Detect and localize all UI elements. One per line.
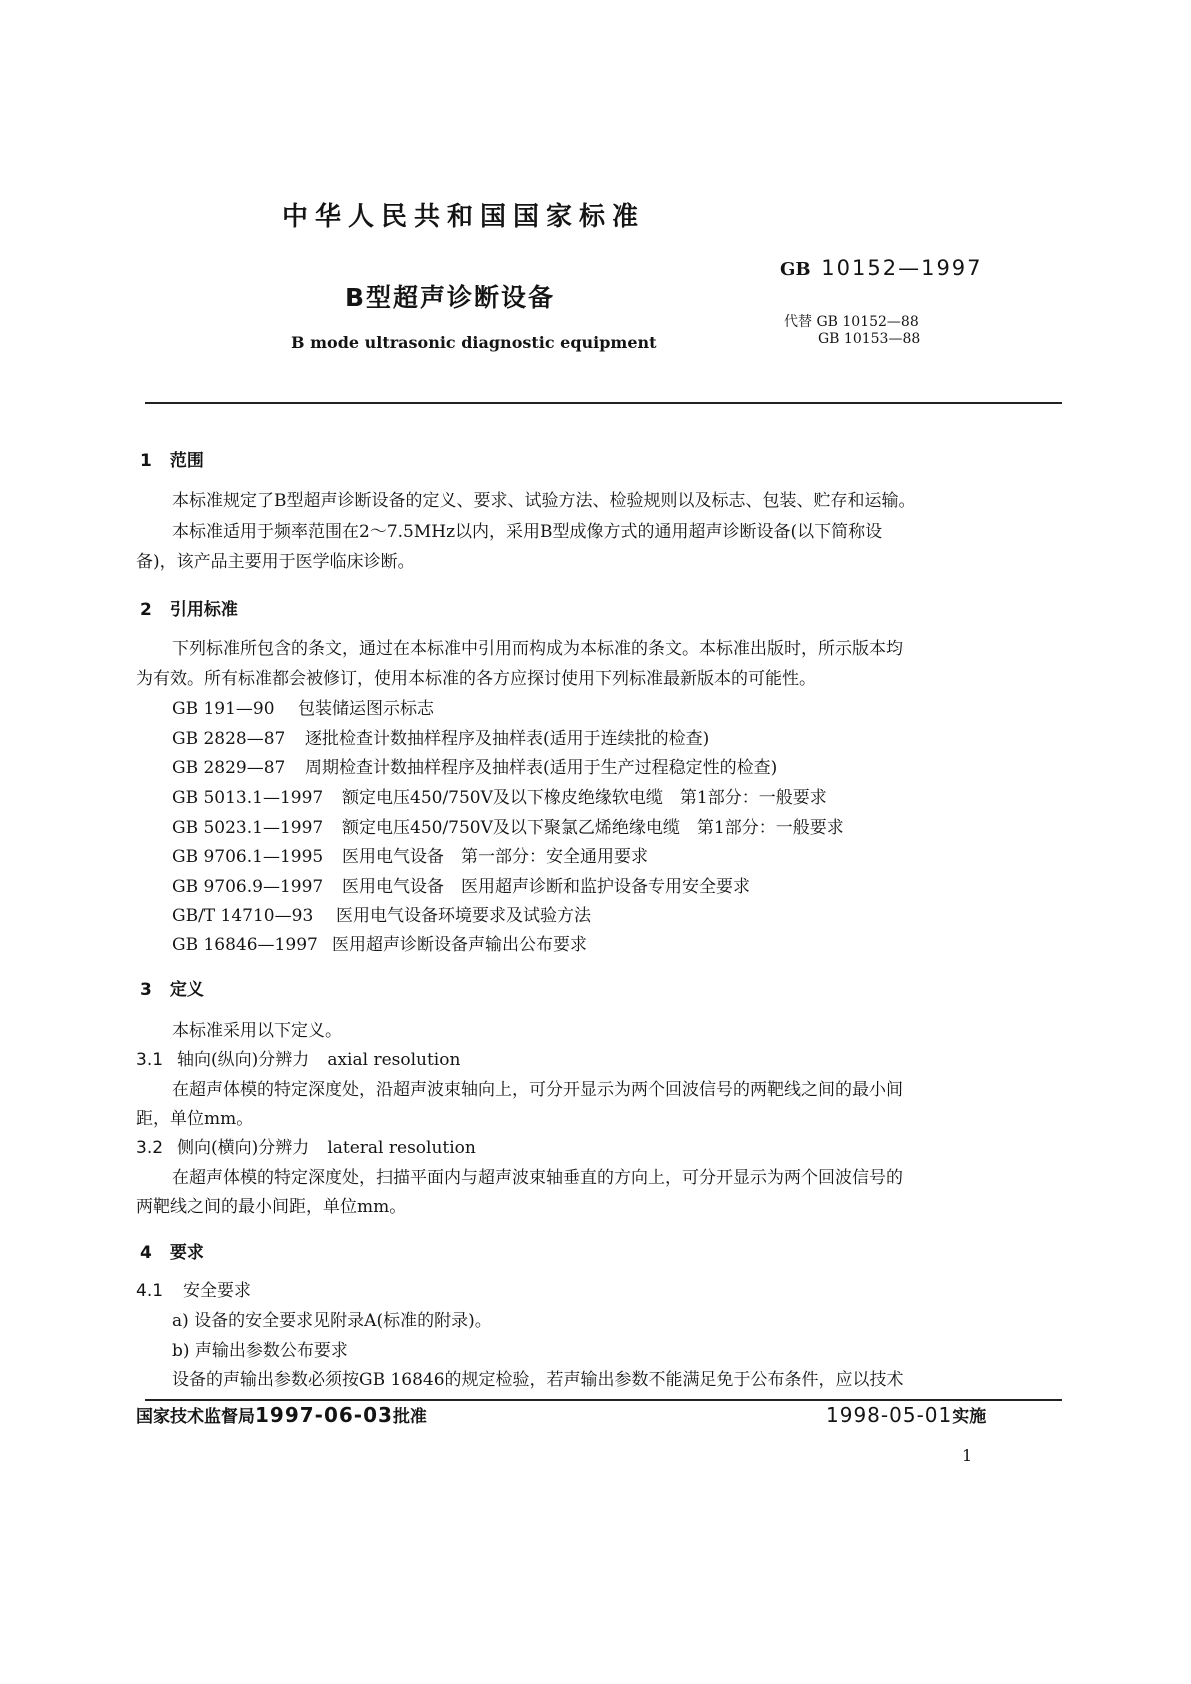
- reference-item: GB 9706.1—1995 医用电气设备 第一部分：安全通用要求: [172, 847, 648, 867]
- section-1-para-2-line-2: 备)，该产品主要用于医学临床诊断。: [136, 552, 415, 572]
- standard-prefix: GB: [780, 259, 811, 280]
- item-a: a) 设备的安全要求见附录A(标准的附录)。: [172, 1311, 492, 1331]
- definition-3-2-text-line-2: 两靶线之间的最小间距，单位mm。: [136, 1197, 407, 1217]
- reference-item: GB 191—90 包装储运图示标志: [172, 699, 434, 719]
- replaces-item: GB 10153—88: [818, 331, 921, 347]
- reference-item: GB 9706.9—1997 医用电气设备 医用超声诊断和监护设备专用安全要求: [172, 877, 750, 897]
- section-2-heading: 2 引用标准: [140, 600, 238, 620]
- section-3-intro: 本标准采用以下定义。: [172, 1021, 342, 1041]
- replaces-block: [784, 314, 920, 348]
- implementation-info: 1998-05-01实施: [826, 1403, 987, 1427]
- english-title: B mode ultrasonic diagnostic equipment: [291, 333, 657, 352]
- definition-3-2: 3.2 侧向(横向)分辨力 lateral resolution: [136, 1138, 476, 1158]
- section-3-heading: 3 定义: [140, 980, 204, 1000]
- header-rule: [145, 402, 1062, 404]
- document-title: B型超声诊断设备: [345, 283, 556, 312]
- reference-item: GB 2829—87 周期检查计数抽样程序及抽样表(适用于生产过程稳定性的检查): [172, 758, 778, 778]
- section-1-para-1: 本标准规定了B型超声诊断设备的定义、要求、试验方法、检验规则以及标志、包装、贮存和运输。: [172, 491, 916, 511]
- national-standard-title: 中华人民共和国国家标准: [282, 202, 646, 232]
- standard-code: 10152—1997: [821, 256, 983, 280]
- reference-item: GB 5023.1—1997 额定电压450/750V及以下聚氯乙烯绝缘电缆 第1部分：一般要求: [172, 818, 844, 838]
- replaces-label: 代替: [784, 314, 812, 330]
- section-2-para-line-1: 下列标准所包含的条文，通过在本标准中引用而构成为本标准的条文。本标准出版时，所示版本均: [172, 639, 903, 659]
- definition-3-1-text-line-1: 在超声体模的特定深度处，沿超声波束轴向上，可分开显示为两个回波信号的两靶线之间的最小间: [172, 1080, 903, 1100]
- section-1-heading: 1 范围: [140, 451, 204, 471]
- item-b: b) 声输出参数公布要求: [172, 1341, 348, 1361]
- reference-item: GB 16846—1997 医用超声诊断设备声输出公布要求: [172, 935, 587, 955]
- section-4-para: 设备的声输出参数必须按GB 16846的规定检验，若声输出参数不能满足免于公布条件，应以技术: [172, 1370, 904, 1390]
- definition-3-2-text-line-1: 在超声体模的特定深度处，扫描平面内与超声波束轴垂直的方向上，可分开显示为两个回波信号的: [172, 1168, 903, 1188]
- reference-item: GB 2828—87 逐批检查计数抽样程序及抽样表(适用于连续批的检查): [172, 729, 710, 749]
- section-2-para-line-2: 为有效。所有标准都会被修订，使用本标准的各方应探讨使用下列标准最新版本的可能性。: [136, 669, 816, 689]
- footer-rule: [145, 1399, 1062, 1401]
- definition-3-1: 3.1 轴向(纵向)分辨力 axial resolution: [136, 1050, 461, 1070]
- section-1-para-2-line-1: 本标准适用于频率范围在2～7.5MHz以内，采用B型成像方式的通用超声诊断设备(以下简称设: [172, 522, 883, 542]
- replaces-item: GB 10152—88: [816, 314, 919, 330]
- reference-item: GB/T 14710—93 医用电气设备环境要求及试验方法: [172, 906, 591, 926]
- reference-item: GB 5013.1—1997 额定电压450/750V及以下橡皮绝缘软电缆 第1部分：一般要求: [172, 788, 827, 808]
- subsection-4-1: 4.1 安全要求: [136, 1281, 252, 1301]
- definition-3-1-text-line-2: 距，单位mm。: [136, 1109, 254, 1129]
- standard-number: [780, 256, 983, 280]
- section-4-heading: 4 要求: [140, 1243, 204, 1263]
- page-number: 1: [962, 1446, 973, 1465]
- approval-info: 国家技术监督局1997-06-03批准: [136, 1403, 427, 1427]
